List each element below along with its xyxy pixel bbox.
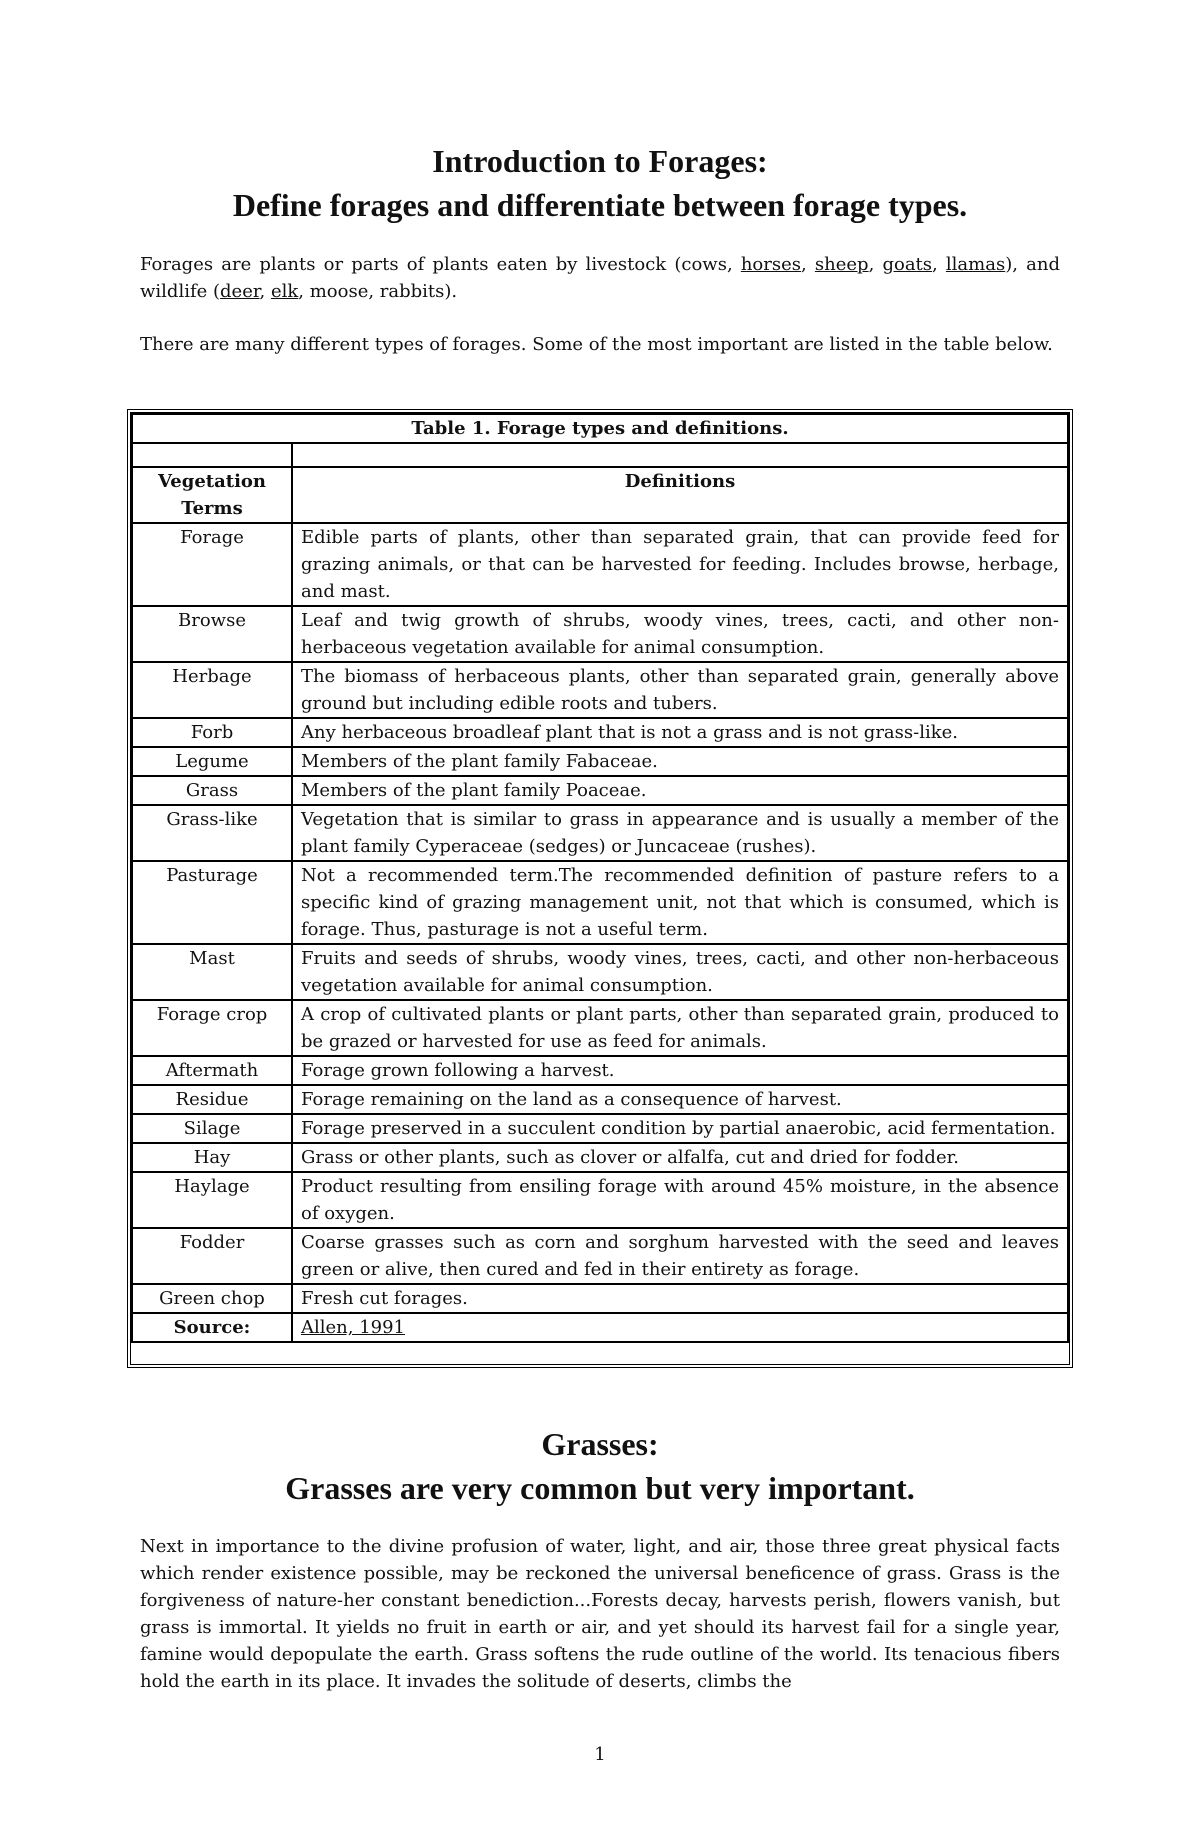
term-cell: Residue (132, 1085, 292, 1114)
definition-cell: Not a recommended term.The recommended definition of pasture refers to a specific kind of grazing management unit, not that which is consumed, which is forage. Thus, pasturage is not a useful term. (292, 861, 1068, 944)
intro-text-b: ), and wildlife ( (140, 254, 1060, 302)
link-horses[interactable]: horses (740, 254, 802, 275)
table-blank-cell (132, 443, 292, 467)
link-sheep[interactable]: sheep (814, 254, 869, 275)
table-row (132, 805, 1068, 861)
table-row (132, 1114, 1068, 1143)
section1-title-line2: Define forages and differentiate between forage types. (232, 187, 968, 223)
table-row (132, 662, 1068, 718)
table-row (132, 1143, 1068, 1172)
definition-cell: Forage remaining on the land as a consequence of harvest. (292, 1085, 1068, 1114)
page-number: 1 (594, 1744, 606, 1765)
source-value-cell (292, 1313, 1068, 1342)
table-row (132, 606, 1068, 662)
table-row (132, 861, 1068, 944)
term-cell: Haylage (132, 1172, 292, 1228)
term-cell: Legume (132, 747, 292, 776)
table-row (132, 1056, 1068, 1085)
definition-cell: Vegetation that is similar to grass in appearance and is usually a member of the plant family Cyperaceae (sedges) or Juncaceae (rushes). (292, 805, 1068, 861)
table-row (132, 718, 1068, 747)
term-cell: Forage (132, 523, 292, 606)
term-cell: Fodder (132, 1228, 292, 1284)
forage-table (127, 409, 1073, 1368)
term-cell: Grass-like (132, 805, 292, 861)
definition-cell: Forage preserved in a succulent condition by partial anaerobic, acid fermentation. (292, 1114, 1068, 1143)
section2-title-line2: Grasses are very common but very important. (285, 1470, 915, 1506)
term-cell: Aftermath (132, 1056, 292, 1085)
term-cell: Herbage (132, 662, 292, 718)
table-row (132, 776, 1068, 805)
intro-paragraph: Forages are plants or parts of plants eaten by livestock (cows, horses, sheep, goats, llamas), and wildlife (deer, elk, moose, rabbits). (140, 254, 1060, 302)
intro-text-c: , moose, rabbits). (298, 281, 458, 302)
table-row (132, 1172, 1068, 1228)
definition-cell: Members of the plant family Fabaceae. (292, 747, 1068, 776)
definition-cell: Fresh cut forages. (292, 1284, 1068, 1313)
definition-cell: Grass or other plants, such as clover or alfalfa, cut and dried for fodder. (292, 1143, 1068, 1172)
term-cell: Green chop (132, 1284, 292, 1313)
table-row (132, 523, 1068, 606)
term-cell: Forage crop (132, 1000, 292, 1056)
section2-title-line1: Grasses: (541, 1426, 659, 1462)
definition-cell: A crop of cultivated plants or plant parts, other than separated grain, produced to be grazed or harvested for use as feed for animals. (292, 1000, 1068, 1056)
section1-title-line1: Introduction to Forages: (432, 143, 768, 179)
term-cell: Pasturage (132, 861, 292, 944)
term-cell: Mast (132, 944, 292, 1000)
definition-cell: Any herbaceous broadleaf plant that is not a grass and is not grass-like. (292, 718, 1068, 747)
source-label: Source: (132, 1313, 292, 1342)
column-header-definitions: Definitions (292, 467, 1068, 523)
link-deer[interactable]: deer (220, 281, 260, 302)
table-row (132, 1000, 1068, 1056)
definition-cell: Members of the plant family Poaceae. (292, 776, 1068, 805)
table-intro-paragraph: There are many different types of forages. Some of the most important are listed in the table below. (140, 334, 1053, 355)
term-cell: Forb (132, 718, 292, 747)
table-row (132, 1228, 1068, 1284)
definition-cell: Leaf and twig growth of shrubs, woody vines, trees, cacti, and other non-herbaceous vegetation available for animal consumption. (292, 606, 1068, 662)
link-elk[interactable]: elk (270, 281, 299, 302)
table-row (132, 1085, 1068, 1114)
column-header-terms: Vegetation Terms (132, 467, 292, 523)
definition-cell: Coarse grasses such as corn and sorghum harvested with the seed and leaves green or alive, then cured and fed in their entirety as forage. (292, 1228, 1068, 1284)
definition-cell: Fruits and seeds of shrubs, woody vines, trees, cacti, and other non-herbaceous vegetation available for animal consumption. (292, 944, 1068, 1000)
table-blank-cell (292, 443, 1068, 467)
table-row (132, 1284, 1068, 1313)
definition-cell: Forage grown following a harvest. (292, 1056, 1068, 1085)
table-body (132, 523, 1068, 1313)
term-cell: Grass (132, 776, 292, 805)
link-goats[interactable]: goats (882, 254, 933, 275)
table-row (132, 747, 1068, 776)
table-row (132, 944, 1068, 1000)
link-llamas[interactable]: llamas (945, 254, 1006, 275)
definition-cell: Edible parts of plants, other than separated grain, that can provide feed for grazing animals, or that can be harvested for feeding. Includes browse, herbage, and mast. (292, 523, 1068, 606)
source-link[interactable]: Allen, 1991 (301, 1317, 406, 1338)
term-cell: Browse (132, 606, 292, 662)
grasses-paragraph: Next in importance to the divine profusion of water, light, and air, those three great physical facts which render existence possible, may be reckoned the universal beneficence of grass. Grass is the forgiveness of nature-her constant benediction...Forests decay, harvests perish, flowers vanish, but grass is immortal. It yields no fruit in earth or air, and yet should its harvest fail for a single year, famine would depopulate the earth. Grass softens the rude outline of the world. Its tenacious fibers hold the earth in its place. It invades the solitude of deserts, climbs the (140, 1536, 1060, 1692)
definition-cell: The biomass of herbaceous plants, other than separated grain, generally above ground but including edible roots and tubers. (292, 662, 1068, 718)
definition-cell: Product resulting from ensiling forage with around 45% moisture, in the absence of oxygen. (292, 1172, 1068, 1228)
table-caption: Table 1. Forage types and definitions. (132, 414, 1068, 443)
term-cell: Silage (132, 1114, 292, 1143)
forage-types-table (131, 413, 1069, 1343)
intro-text-a: Forages are plants or parts of plants eaten by livestock (cows, (140, 254, 741, 275)
term-cell: Hay (132, 1143, 292, 1172)
